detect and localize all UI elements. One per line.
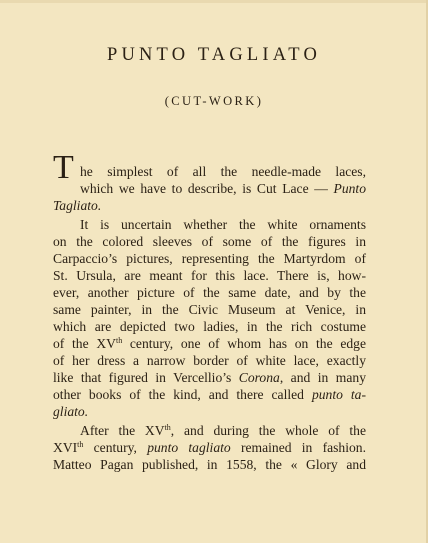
italic-term: gliato. (53, 404, 89, 419)
ordinal-superscript: th (164, 423, 171, 432)
text-segment: which we have to describe, is Cut Lace — (80, 181, 334, 196)
text-segment: Carpaccio’s pictures, representing the Martyrdom of (53, 251, 366, 266)
ordinal-superscript: th (77, 440, 84, 449)
text-line (53, 335, 366, 352)
text-segment: century, one of whom has on the edge (122, 336, 366, 351)
text-line (53, 284, 366, 301)
text-segment: century, (83, 440, 148, 455)
text-segment: which are depicted two ladies, in the rich costume (53, 319, 366, 334)
text-line (53, 250, 366, 267)
text-segment: on the colored sleeves of some of the figures in (53, 234, 366, 249)
text-segment: St. Ursula, are meant for this lace. There is, how- (53, 268, 366, 283)
text-line (53, 456, 366, 473)
text-segment: remained in fashion. (230, 440, 366, 455)
text-line (80, 180, 366, 197)
text-segment: of her dress a narrow border of white lace, exactly (53, 353, 366, 368)
text-segment: ever, another picture of the same date, and by the (53, 285, 366, 300)
text-line (53, 301, 366, 318)
text-line (53, 233, 366, 250)
text-segment: like that figured in Vercellio’s (53, 370, 239, 385)
text-line (80, 422, 366, 439)
italic-term: punto tagliato (147, 440, 231, 455)
drop-cap: T (53, 149, 74, 186)
text-line (53, 352, 366, 369)
text-segment: other books of the kind, and there called (53, 387, 312, 402)
text-segment: XVI (53, 440, 78, 455)
italic-term: Tagliato. (53, 198, 102, 213)
text-line (53, 386, 366, 403)
text-line (53, 197, 366, 214)
text-line (53, 267, 366, 284)
text-line (80, 216, 366, 233)
italic-term: punto ta- (311, 387, 366, 402)
text-segment: of the XV (53, 336, 116, 351)
text-line (53, 403, 366, 420)
italic-term: Corona (238, 370, 280, 385)
text-segment: After the XV (80, 423, 165, 438)
text-segment: same painter, in the Civic Museum at Venice, in (53, 302, 366, 317)
text-segment: he simplest of all the needle-made laces, (80, 164, 366, 179)
italic-term: Punto (333, 181, 366, 196)
ordinal-superscript: th (115, 336, 123, 345)
text-line (80, 163, 366, 180)
text-segment: , and during the whole of the (170, 423, 366, 438)
text-line (53, 318, 366, 335)
text-segment: Matteo Pagan published, in 1558, the « Glory and (53, 457, 366, 472)
text-line (53, 439, 366, 456)
text-line (53, 369, 366, 386)
text-segment: It is uncertain whether the white ornaments (80, 217, 366, 232)
chapter-title: PUNTO TAGLIATO (106, 45, 322, 65)
chapter-subtitle: (CUT-WORK) (164, 94, 264, 108)
text-segment: , and in many (279, 370, 366, 385)
